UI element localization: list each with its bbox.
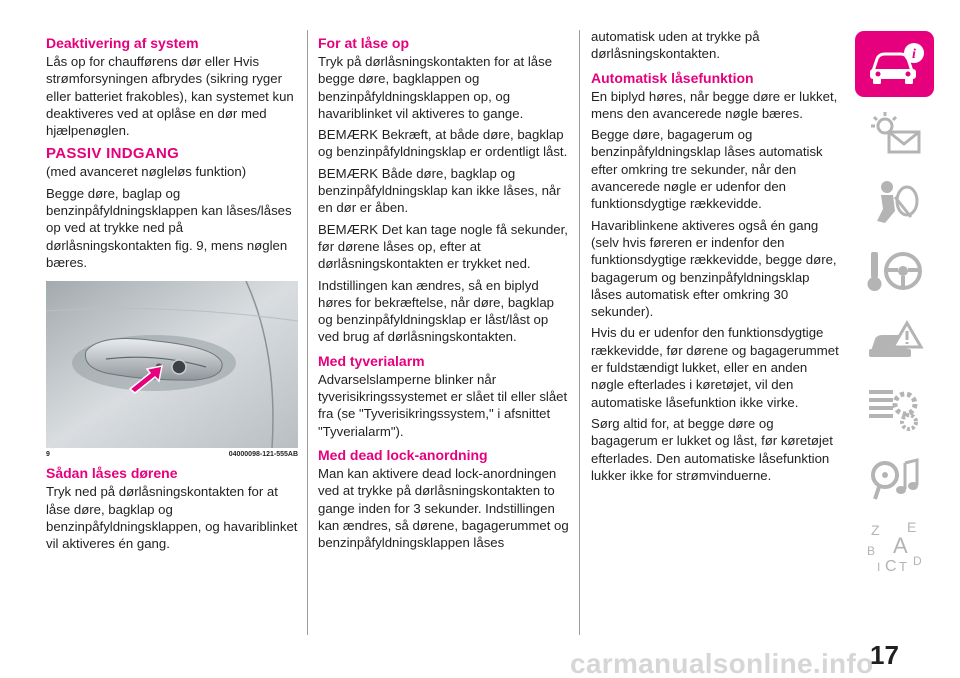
tab-safety[interactable] <box>855 169 934 235</box>
heading-auto-lock: Automatisk låsefunktion <box>591 69 754 86</box>
index-letter: I <box>876 560 880 574</box>
tab-index[interactable] <box>855 514 934 580</box>
tab-car-info[interactable] <box>855 31 934 97</box>
paragraph-unlock: Tryk på dørlåsningskontakten for at låse begge døre, bagklappen og benzinpåfyldningsklappen op, og havariblinket vil aktiveres to gange. <box>318 54 553 121</box>
paragraph-auto-lock-3: Havariblinkene aktiveres også én gang (selv hvis føreren er indenfor den funktionsdygtige rækkevidde, begge døre, bagagerum og benzinpåfyldningsklap låses automatisk efter omkring 30 sekunder). <box>591 217 837 320</box>
paragraph-passive-entry: Begge døre, baglap og benzinpåfyldningsklappen kan låses/låses op ved at trykke ned på dørlåsningskontakten fig. 9, mens nøglen bæres. <box>46 185 292 270</box>
paragraph-auto-lock-5: Sørg altid for, at begge døre og bagagerum er lukket og låst, før køretøjet efterlades. Den automatiske låsefunktion lukker ikke for strømvinduerne. <box>591 415 833 483</box>
index-letter: E <box>906 519 916 535</box>
heading-anti-theft: Med tyverialarm <box>318 352 425 369</box>
index-letters-icon <box>863 519 927 575</box>
paragraph-auto-lock-2: Begge døre, bagagerum og benzinpåfyldningsklap låses automatisk efter omkring tre sekunder, når den avancerede nøgle er udenfor den funktionsdygtige rækkevidde. <box>591 127 823 212</box>
car-info-icon <box>865 41 925 87</box>
index-letter: B <box>866 544 875 558</box>
paragraph-lock: Tryk ned på dørlåsningskontakten for at låse døre, bagklap og benzinpåfyldningsklappen, og havariblinket vil aktiveres én gang. <box>46 484 298 552</box>
maintenance-gears-icon <box>865 384 925 434</box>
heading-passive-entry: PASSIV INDGANG <box>46 145 180 163</box>
door-handle-illustration <box>46 281 298 448</box>
svg-text:i: i <box>911 47 916 62</box>
paragraph-auto-lock-1: En biplyd høres, når begge døre er lukket, mens den avancerede nøgle bæres. <box>591 88 838 121</box>
multimedia-icon <box>865 453 925 503</box>
paragraph-deactivation: Lås op for chaufførens dør eller Hvis strømforsyningen afbrydes (sikring ryger eller batteriet frakobles), kan systemet kun deaktiveres ved at oplåse en dør med hjælpenøglen. <box>46 54 294 139</box>
chapter-sidebar <box>855 31 934 583</box>
safety-airbag-icon <box>865 177 925 227</box>
paragraph-note-2: BEMÆRK Både døre, bagklap og benzinpåfyldningsklap kan ikke låses, når en dør er åben. <box>318 165 561 216</box>
tab-multimedia[interactable] <box>855 445 934 511</box>
index-letter: D <box>912 554 922 568</box>
column-1 <box>46 33 298 552</box>
figure-door-handle <box>46 281 298 448</box>
paragraph-dead-lock: Man kan aktivere dead lock-anordningen ved at trykke på dørlåsningskontakten to gange inden for 3 sekunder. Indstillingen kan ændres, så dørene, bagagerummet og benzinpåfyldningsklappen låses <box>318 465 569 551</box>
heading-unlock: For at låse op <box>318 35 410 51</box>
paragraph-settings: Indstillingen kan ændres, så en biplyd høres for bekræftelse, når døre, bagklap og benzinpåfyldningsklap er låst/låst op ved brug af dørlåsningskontakten. <box>318 277 555 345</box>
paragraph-anti-theft: Advarselslamperne blinker når tyverisikringssystemet er slået til eller slået fra (se "Tyverisikringssystem," i afsnittet "Tyverialarm"). <box>318 371 568 439</box>
column-3 <box>591 26 841 484</box>
tab-emergency[interactable] <box>855 307 934 373</box>
paragraph-auto-lock-4: Hvis du er udenfor den funktionsdygtige rækkevidde, før dørene og bagagerummet er fuldstændigt lukket, eller en anden nøgle efterlades i køretøjet, vil den automatiske låsefunktion ikke virke. <box>591 325 839 410</box>
paragraph-note-3: BEMÆRK Det kan tage nogle få sekunder, før dørene låses op, efter at dørlåsningskontakten er trykket ned. <box>318 221 568 272</box>
paragraph-passive-subtitle: (med avanceret nøgleløs funktion) <box>46 164 247 180</box>
index-letter: C <box>884 558 897 575</box>
page-number: 17 <box>870 640 899 670</box>
watermark: carmanualsonline.info <box>570 648 874 678</box>
index-letter: Z <box>870 522 880 538</box>
paragraph-note-1: BEMÆRK Bekræft, at både døre, bagklap og benzinpåfyldningsklap er ordentligt låst. <box>318 127 568 160</box>
tab-key-steering[interactable] <box>855 238 934 304</box>
dashboard-lights-icon <box>865 108 925 158</box>
figure-caption <box>46 451 298 458</box>
column-divider-1 <box>307 30 308 635</box>
column-divider-2 <box>579 30 580 635</box>
tab-maintenance[interactable] <box>855 376 934 442</box>
heading-dead-lock: Med dead lock-anordning <box>318 446 488 463</box>
index-letter: A <box>892 533 908 558</box>
emergency-icon <box>865 315 925 365</box>
index-letter: T <box>898 559 907 574</box>
column-2 <box>318 33 570 551</box>
key-steering-icon <box>865 246 925 296</box>
heading-deactivation: Deaktivering af system <box>46 35 199 51</box>
heading-lock: Sådan låses dørene <box>46 465 178 482</box>
figure-number: 9 <box>46 451 50 459</box>
paragraph-continued: automatisk uden at trykke på dørlåsningskontakten. <box>591 29 760 62</box>
figure-code: 04000098-121-555AB <box>228 451 298 459</box>
tab-dashboard-lights[interactable] <box>855 100 934 166</box>
